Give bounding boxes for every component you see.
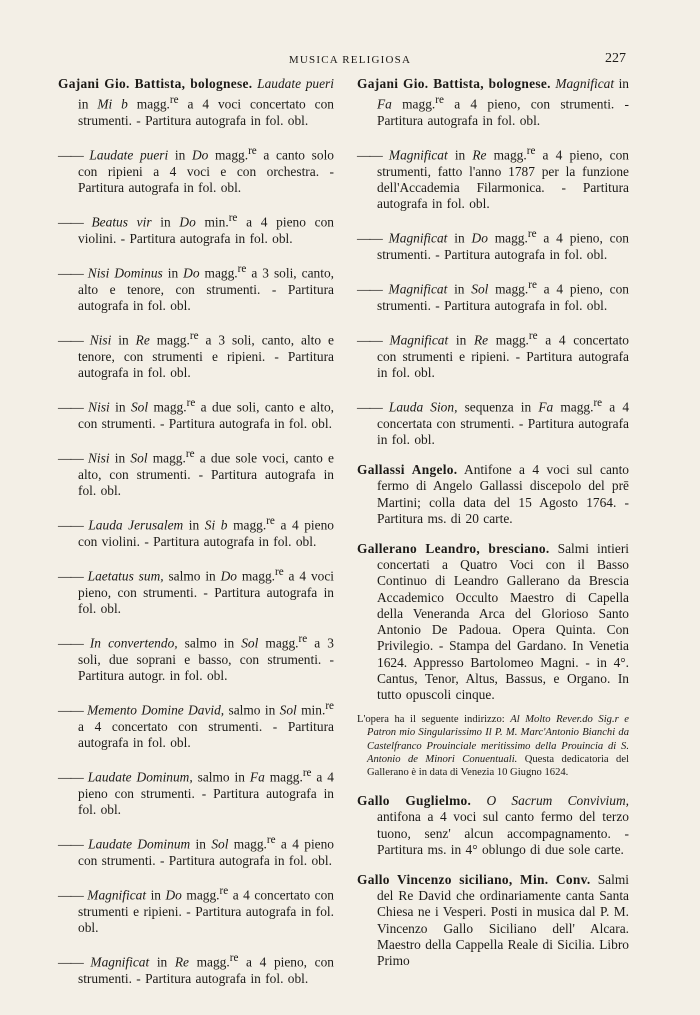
work-title: Sol — [211, 836, 229, 852]
entry-text: antifona a 4 voci sul canto fermo del terzo tuono, senz' alcun accompagnamento. - Partitura ms. in 4° oblungo di due sole carte. — [377, 809, 629, 857]
work-title: Re — [135, 332, 150, 348]
catalog-entry — [357, 143, 629, 212]
page-number: 227 — [605, 51, 626, 66]
entry-text: salmo in — [177, 635, 242, 651]
repeat-dash: —— — [357, 230, 382, 246]
repeat-dash: —— — [58, 332, 83, 348]
work-title: Sol — [279, 702, 297, 718]
entry-text: a due soli, canto e alto, con strumenti. - Partitura autografa in fol. obl. — [78, 399, 334, 431]
work-title: Fa — [249, 769, 265, 785]
catalog-entry — [58, 883, 334, 936]
entry-text: in — [183, 517, 205, 533]
catalog-entry — [58, 513, 334, 550]
repeat-dash: —— — [58, 214, 83, 230]
entry-text: a 4 voci concertato con strumenti. - Partitura autografa in fol. obl. — [78, 96, 334, 128]
entry-text: a 4 pieno con violini. - Partitura autografa in fol. obl. — [78, 517, 334, 549]
work-title: Magnificat — [381, 332, 449, 348]
repeat-dash: —— — [58, 399, 83, 415]
superscript: re — [527, 228, 537, 241]
entry-text: a 4 pieno con violini. - Partitura autografa in fol. obl. — [78, 214, 334, 246]
entry-text: a canto solo con ripieni a 4 voci e con orchestra. - Partitura autografa in fol. obl. — [78, 147, 334, 195]
superscript: re — [229, 952, 239, 965]
catalog-entry — [58, 76, 334, 129]
superscript: re — [298, 633, 308, 646]
repeat-dash: —— — [357, 281, 382, 297]
work-title: Re — [472, 147, 487, 163]
entry-text: min. — [195, 214, 229, 230]
repeat-dash: —— — [58, 887, 83, 903]
entry-text: magg. — [148, 399, 187, 415]
work-title: Nisi Dominus — [82, 265, 163, 281]
entry-text: salmo in — [163, 568, 221, 584]
entry-text: Antifone a 4 voci sul canto fermo di Angelo Gallassi discepolo del prē Martini; colla data del 15 Agosto 1764. - Partitura ms. di 20 carte. — [377, 462, 630, 526]
work-title: Laudate pueri — [82, 147, 169, 163]
work-title: Magnificat — [82, 954, 150, 970]
catalog-entry — [58, 261, 334, 314]
work-title: Nisi — [82, 399, 110, 415]
entry-text: magg. — [486, 147, 527, 163]
catalog-entry — [58, 395, 334, 432]
entry-text: a 4 voci pieno, con strumenti. - Partitura autografa in fol. obl. — [78, 568, 334, 616]
catalog-entry — [357, 328, 629, 381]
entry-text: a 4 pieno, con strumenti. - Partitura autografa in fol. obl. — [377, 281, 629, 313]
entry-text: magg. — [208, 147, 249, 163]
work-title: Lauda Sion, — [381, 399, 458, 415]
footnote — [357, 713, 629, 779]
work-title: Re — [473, 332, 489, 348]
entry-text: in — [146, 887, 166, 903]
entry-text: in — [151, 214, 180, 230]
entry-text: a 4 pieno con strumenti. - Partitura autografa in fol. obl. — [78, 769, 334, 818]
entry-heading: Gallassi Angelo. — [357, 462, 458, 478]
superscript: re — [237, 263, 247, 276]
entry-text: a 4 concertato con strumenti e ripieni. - Partitura autografa in fol. obl. — [377, 332, 629, 380]
superscript: re — [593, 397, 603, 410]
work-title: Laetatus sum, — [82, 568, 164, 584]
superscript: re — [528, 330, 538, 343]
entry-text: in — [448, 332, 474, 348]
repeat-dash: —— — [357, 399, 382, 415]
entry-text: a 4 concertato con strumenti. - Partitura autografa in fol. obl. — [78, 718, 334, 751]
work-title: Magnificat — [550, 76, 615, 91]
superscript: re — [266, 515, 275, 528]
catalog-entry — [357, 395, 629, 448]
entry-text: a 4 concertato con strumenti e ripieni. - Partitura autografa in fol. obl. — [78, 887, 334, 936]
repeat-dash: —— — [58, 836, 83, 852]
entry-text: a 4 pieno con strumenti. - Partitura autografa in fol. obl. — [78, 836, 334, 868]
work-title: Do — [220, 568, 238, 584]
work-title: Memento Domine David, — [82, 702, 225, 718]
catalog-entry — [58, 765, 334, 818]
entry-text: magg. — [553, 399, 594, 415]
note-italic: Al Molto Rever.do Sig.r e Patron mio Singularissimo Il P. M. Marc'Antonio Bianchi da Castelfranco Prouinciale meritissimo della Prouincia di S. Antonio de Minori Conuentuali. — [367, 714, 629, 765]
right-column — [357, 76, 629, 983]
work-title: Do — [179, 214, 196, 230]
work-title: Re — [174, 954, 189, 970]
entry-text: magg. — [237, 568, 275, 584]
superscript: re — [526, 145, 536, 158]
catalog-entry — [58, 698, 334, 751]
repeat-dash: —— — [58, 568, 83, 584]
entry-text: magg. — [487, 230, 528, 246]
entry-text: magg. — [181, 887, 220, 903]
entry-text: in — [190, 836, 212, 852]
entry-text: Salmi intieri concertati a Quatro Voci con il Basso Continuo di Leandro Gallerano da Brescia Accademico Occulto Maestro di Capella della Veneranda Arca del Glorioso Santo Antonio De Padoua. Opera Quinta. Con Privilegio. - Stampa del Gardano. In Venetia 1624. Appresso Bartolomeo Magni. - in 4°. Cantus, Tenor, Altus, Bassus, e Organo. In tutto opuscoli cinque. — [377, 541, 629, 702]
catalog-entry — [357, 462, 629, 527]
repeat-dash: —— — [357, 332, 382, 348]
work-title: Sol — [130, 450, 148, 466]
entry-text: min. — [296, 702, 326, 718]
entry-text: salmo in — [224, 702, 280, 718]
entry-text: in — [447, 281, 472, 297]
catalog-entry — [58, 446, 334, 499]
work-title: Magnificat — [381, 281, 448, 297]
entry-text: magg. — [391, 96, 436, 112]
superscript: re — [325, 700, 334, 713]
work-title: Sol — [130, 399, 149, 415]
entry-text: in — [111, 332, 136, 348]
entry-text: magg. — [189, 954, 230, 970]
entry-heading: Gallo Guglielmo. — [357, 793, 472, 809]
catalog-entry — [58, 631, 334, 684]
work-title: Fa — [377, 96, 392, 112]
entry-text: a 4 pieno, con strumenti. - Partitura autografa in fol. obl. — [377, 230, 629, 263]
catalog-entry — [58, 832, 334, 869]
superscript: re — [219, 885, 229, 898]
entry-text: in — [78, 96, 98, 112]
repeat-dash: —— — [58, 954, 83, 970]
superscript: re — [435, 94, 444, 107]
superscript: re — [186, 397, 196, 410]
superscript: re — [275, 566, 284, 579]
entry-text: in — [162, 265, 184, 281]
entry-text: magg. — [264, 769, 303, 785]
entry-heading: Gajani Gio. Battista, bolognese. — [58, 76, 253, 91]
repeat-dash: —— — [58, 265, 83, 281]
entry-text: in — [614, 76, 630, 91]
repeat-dash: —— — [58, 517, 83, 533]
entry-text: in — [447, 147, 473, 163]
entry-text: magg. — [227, 517, 267, 533]
work-title: Laudate pueri — [252, 76, 334, 91]
repeat-dash: —— — [58, 702, 83, 718]
catalog-entry — [58, 143, 334, 196]
catalog-entry — [357, 277, 629, 314]
entry-text: salmo in — [192, 769, 250, 785]
entry-text: magg. — [199, 265, 238, 281]
entry-text: in — [109, 399, 131, 415]
entry-text: a due sole voci, canto e alto, con strumenti. - Partitura autografa in fol. obl. — [78, 450, 334, 498]
superscript: re — [189, 330, 199, 343]
work-title: Lauda Jerusalem — [82, 517, 184, 533]
entry-heading: Gallerano Leandro, bresciano. — [357, 541, 550, 557]
entry-text: L'opera ha il seguente indirizzo: — [357, 714, 511, 726]
work-title: In convertendo, — [82, 635, 178, 651]
superscript: re — [302, 767, 312, 780]
superscript: re — [169, 94, 179, 107]
catalog-entry — [58, 564, 334, 617]
entry-heading: Gajani Gio. Battista, bolognese. — [357, 76, 551, 91]
work-title: O Sacrum Convivium, — [471, 793, 629, 809]
superscript: re — [185, 448, 195, 461]
entry-text: magg. — [147, 450, 186, 466]
work-title: Sol — [241, 635, 259, 651]
work-title: Laudate Dominum, — [82, 769, 193, 785]
entry-text: a 4 concertata con strumenti. - Partitura autografa in fol. obl. — [377, 399, 630, 448]
entry-text: Questa dedicatoria del Gallerano è in data di Venezia 10 Giugno 1624. — [367, 753, 629, 778]
work-title: Laudate Dominum — [82, 836, 191, 852]
work-title: Beatus vir — [82, 214, 152, 230]
entry-text: magg. — [149, 332, 190, 348]
entry-text: a 3 soli, canto, alto e tenore, con strumenti e ripieni. - Partitura autografa in fol. obl. — [78, 332, 334, 380]
work-title: Mi b — [97, 96, 128, 112]
repeat-dash: —— — [58, 635, 83, 651]
entry-text: Salmi del Re David che ordinariamente canta Santa Chiesa ne i Vesperi. Posti in musica dal P. M. Vincenzo Gallo Siciliano dell' Alcara. Maestro della Cappella Reale di Sicilia. Libro Primo — [377, 871, 629, 968]
superscript: re — [248, 145, 257, 158]
catalog-entry — [58, 210, 334, 247]
entry-text: magg. — [258, 635, 299, 651]
work-title: Do — [471, 230, 488, 246]
entry-text: in — [149, 954, 175, 970]
catalog-entry — [357, 793, 629, 858]
entry-heading: Gallo Vincenzo siciliano, Min. Conv. — [357, 871, 591, 887]
work-title: Magnificat — [381, 230, 448, 246]
entry-text: a 3 soli, due soprani e basso, con strumenti. - Partitura autogr. in fol. obl. — [78, 635, 334, 683]
superscript: re — [228, 212, 238, 225]
catalog-entry — [357, 541, 629, 703]
catalog-entry — [58, 328, 334, 381]
work-title: Magnificat — [381, 147, 448, 163]
repeat-dash: —— — [58, 769, 83, 785]
work-title: Do — [191, 147, 209, 163]
entry-text: in — [168, 147, 192, 163]
repeat-dash: —— — [357, 147, 382, 163]
running-title: MUSICA RELIGIOSA — [288, 54, 412, 66]
work-title: Do — [165, 887, 182, 903]
left-column — [58, 76, 334, 1001]
catalog-entry — [357, 872, 629, 969]
entry-text: a 4 pieno, con strumenti. - Partitura autografa in fol. obl. — [377, 96, 629, 128]
entry-text: a 4 pieno, con strumenti, fatto l'anno 1787 per la funzione dell'Accademia Filarmonica. - Partitura autografa in fol. obl. — [377, 147, 629, 212]
entry-text: sequenza in — [457, 399, 539, 415]
work-title: Nisi — [82, 332, 112, 348]
work-title: Magnificat — [82, 887, 147, 903]
catalog-entry — [357, 76, 629, 129]
page-header — [0, 50, 700, 70]
work-title: Sol — [471, 281, 489, 297]
work-title: Fa — [538, 399, 554, 415]
entry-text: magg. — [127, 96, 170, 112]
catalog-entry — [357, 226, 629, 263]
entry-text: magg. — [488, 281, 529, 297]
entry-text: a 4 pieno, con strumenti. - Partitura autografa in fol. obl. — [78, 954, 334, 986]
entry-text: magg. — [488, 332, 529, 348]
entry-text: in — [109, 450, 131, 466]
work-title: Do — [183, 265, 200, 281]
repeat-dash: —— — [58, 147, 83, 163]
superscript: re — [266, 834, 276, 847]
superscript: re — [528, 279, 537, 292]
entry-text: in — [447, 230, 472, 246]
entry-text: magg. — [228, 836, 267, 852]
catalog-entry — [58, 950, 334, 987]
entry-text: a 3 soli, canto, alto e tenore, con strumenti. - Partitura autografa in fol. obl. — [78, 265, 334, 313]
work-title: Si b — [204, 517, 228, 533]
work-title: Nisi — [82, 450, 110, 466]
repeat-dash: —— — [58, 450, 83, 466]
